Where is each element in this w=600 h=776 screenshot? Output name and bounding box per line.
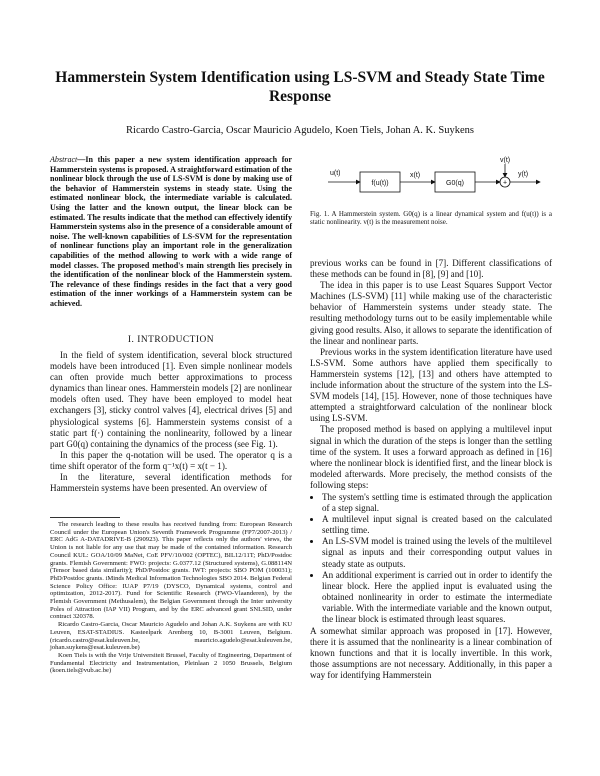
right-paragraph-4: The proposed method is based on applying a multilevel input signal in which the duration of the steps is longer than the settling time of the system. It uses a forward approach as defined in [16] where the nonlinear block is identified first, and the linear block is modeled afterwards. More precisely, the method consists of the following steps: — [310, 424, 552, 490]
intro-paragraph-2: In this paper the q-notation will be used. The operator q is a time shift operator of the form q⁻¹x(t) = x(t − 1). — [50, 449, 292, 471]
noise-signal-label: v(t) — [500, 157, 511, 164]
abstract — [50, 155, 292, 309]
intermediate-signal-label: x(t) — [410, 172, 421, 179]
introduction-body — [50, 350, 292, 494]
list-item: • The system's settling time is estimated through the application of a step signal. — [322, 492, 552, 514]
figure-caption: Fig. 1. A Hammerstein system. G0(q) is a linear dynamical system and f(u(t)) is a static nonlinearity. v(t) is the measurement noise. — [310, 210, 552, 227]
right-column-body — [310, 258, 552, 682]
footnote-divider — [50, 517, 120, 518]
list-item: • An additional experiment is carried out in order to identify the linear block. Here the applied input is evaluated using the obtained nonlinearity in order to estimate the intermediate variable. With the intermediate variable and the known output, the linear block is estimated through least squares. — [322, 570, 552, 625]
abstract-label: Abstract — [50, 155, 78, 164]
paper-title: Hammerstein System Identification using LS-SVM and Steady State Time Response — [55, 69, 545, 105]
nonlinear-block-label: f(u(t)) — [371, 180, 389, 187]
linear-block-label: G0(q) — [446, 180, 464, 187]
list-item: • A multilevel input signal is created based on the calculated settling time. — [322, 514, 552, 536]
footnote-affiliation-vub: Koen Tiels is with the Vrije Universiteit Brussel, Faculty of Engineering, Department of Fundamental Electricity and Instrumentation, Pleinlaan 2 1050 Brussels, Belgium (koen.tiels@vub.ac.be) — [50, 651, 292, 675]
right-paragraph-1: previous works can be found in [7]. Different classifications of these methods can be found in [8], [9] and [10]. — [310, 258, 552, 280]
footnote-funding: The research leading to these results has received funding from: European Research Council under the European Union's Seventh Framework Programme (FP7/2007-2013) / ERC AdG A-DATADRIVE-B (290923). This paper reflects only the authors' views, the Union is not liable for any use that may be made of the contained information. Research Council KUL: GOA/10/09 MaNet, CoE PFV/10/002 (OPTEC), BIL12/11T; PhD/Postdoc grants. Flemish Government: FWO: projects: G.0377.12 (Structured systems), G.088114N (Tensor based data similarity); PhD/Postdoc grants. IWT: projects: SBO POM (100031); PhD/Postdoc grants. iMinds Medical Information Technologies SBO 2014. Belgian Federal Science Policy Office: IUAP P7/19 (DYSCO, Dynamical systems, control and optimization, 2012-2017). Fund for Scientific Research (FWO-Vlaanderen), by the Flemish Government (Methusalem), the Belgian Government through the Inter university Poles of Attraction (IAP VII) Program, and by the ERC advanced grant SNLSID, under contract 320378. — [50, 521, 292, 621]
abstract-text: —In this paper a new system identification approach for Hammerstein systems is proposed. A straightforward estimation of the nonlinear block through the use of LS-SVM is done by making use of the behavior of Hammerstein systems in steady state. Using the estimated nonlinear block, the intermediate variable is calculated. Using the latter and the known output, the linear block can be estimated. The results indicate that the method can effectively identify Hammerstein systems also in the presence of a considerable amount of noise. The well-known capabilities of LS-SVM for the representation of nonlinear functions play an important role in the generalization capabilities of the method allowing to work with a wide range of model classes. The proposed method's main strength lies precisely in the identification of the nonlinear block of the Hammerstein system. The relevance of these findings resides in the fact that a very good estimation of the inner workings of a Hammerstein system can be achieved. — [50, 155, 292, 308]
right-paragraph-5: A somewhat similar approach was proposed in [17]. However, there it is assumed that the nonlinearity is a linear combination of known functions and that it is locally invertible. In this work, those assumptions are not necessary. Additionally, in this paper a way for identifying Hammerstein — [310, 626, 552, 681]
right-paragraph-2: The idea in this paper is to use Least Squares Support Vector Machines (LS-SVM) [11] while making use of the characteristic behavior of Hammerstein systems under steady state. The resulting methodology turns out to be easily implementable while giving good results. Also, it allows to separate the identification of the linear and nonlinear parts. — [310, 280, 552, 346]
summing-sign: + — [502, 179, 508, 187]
section-heading-introduction: I. INTRODUCTION — [127, 335, 215, 345]
intro-paragraph-1: In the field of system identification, several block structured models have been introduced [1]. Even simple nonlinear models can often provide much better approximations to process dynamics than linear ones. Hammerstein models [2] are nonlinear models often used. They have been employed to model heat exchangers [3], sticky control valves [4], electrical drives [5] and physiological systems [6]. Hammerstein systems consist of a static part f(·) containing the nonlinearity, followed by a linear part G0(q) containing the dynamics of the process (see Fig. 1). — [50, 350, 292, 449]
right-paragraph-3: Previous works in the system identification literature have used LS-SVM. Some authors have applied them specifically to Hammerstein systems [12], [13] and others have attempted to include information about the structure of the system into the LS-SVM models [14], [15]. However, none of those techniques have attempted a straightforward calculation of the nonlinear block using LS-SVM. — [310, 346, 552, 424]
footnotes — [50, 521, 292, 675]
list-item: • An LS-SVM model is trained using the levels of the multilevel signal as inputs and their corresponding output values in steady state as outputs. — [322, 536, 552, 569]
paper-authors: Ricardo Castro-Garcia, Oscar Mauricio Agudelo, Koen Tiels, Johan A. K. Suykens — [126, 125, 474, 136]
intro-paragraph-3: In the literature, several identification methods for Hammerstein systems have been presented. An overview of — [50, 472, 292, 494]
footnote-affiliation-kul: Ricardo Castro-Garcia, Oscar Mauricio Agudelo and Johan A.K. Suykens are with KU Leuven, ESAT-STADIUS. Kasteelpark Arenberg 10, B-3001 Leuven, Belgium. (ricardo.castro@esat.kuleuven.be, mauricio.agudelo@esat.kuleuven.be, johan.suykens@esat.kuleuven.be) — [50, 621, 292, 652]
hammerstein-block-diagram — [310, 155, 552, 203]
output-signal-label: y(t) — [518, 171, 529, 178]
method-steps-list — [310, 492, 552, 625]
input-signal-label: u(t) — [330, 170, 341, 177]
